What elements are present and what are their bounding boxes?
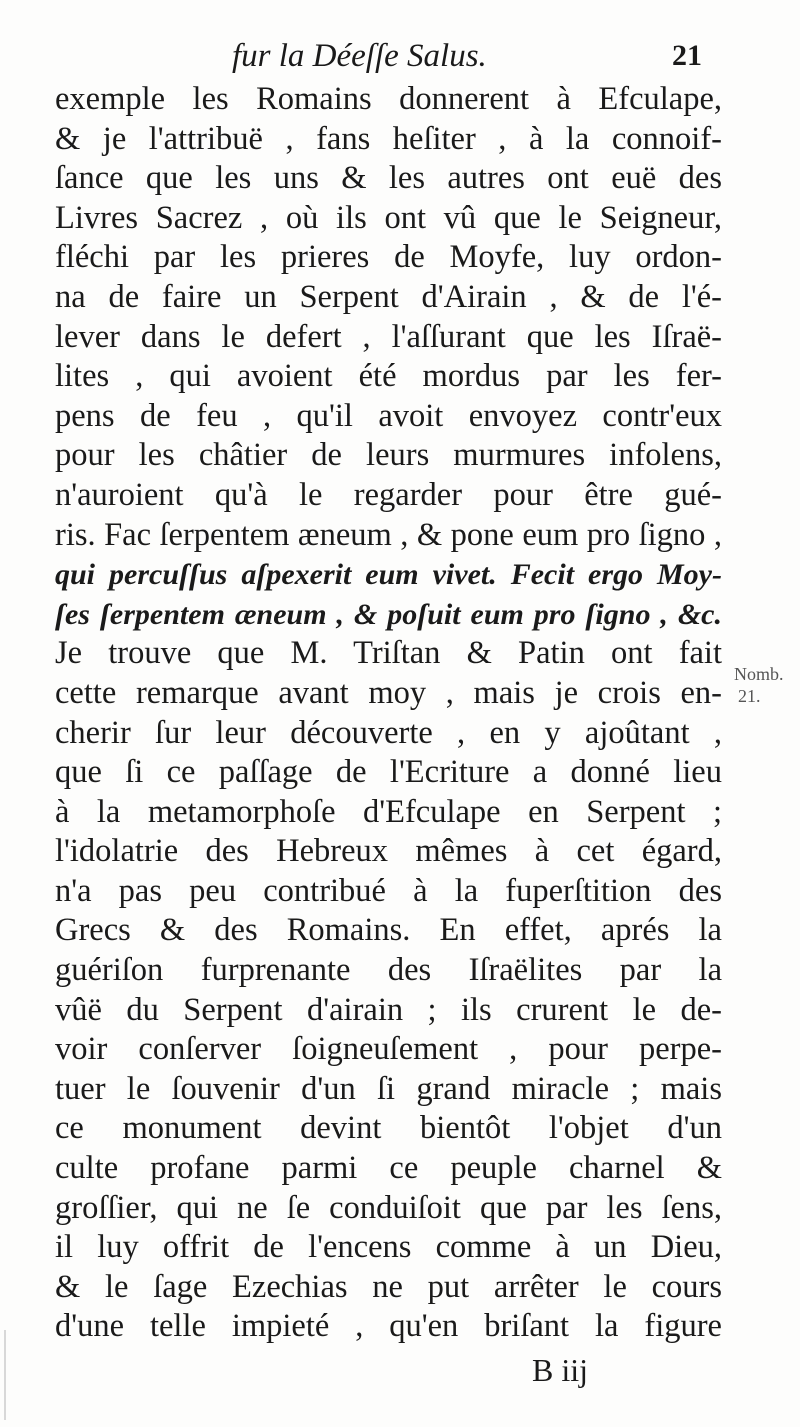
text-line: culte profane parmi ce peuple charnel & [55, 1150, 722, 1187]
margin-citation-chapter: 21. [738, 686, 761, 706]
signature-mark: B iij [532, 1352, 589, 1388]
text-line: pour les châtier de leurs murmures infolens, [55, 437, 722, 474]
text-line: ce monument devint bientôt l'objet d'un [55, 1110, 722, 1147]
text-line: & je l'attribuë , fans heſiter , à la connoif- [55, 120, 722, 157]
margin-citation [734, 663, 784, 707]
text-line: cherir ſur leur découverte , en y ajoûtant , [55, 714, 722, 751]
text-line: n'auroient qu'à le regarder pour être gué- [55, 476, 722, 513]
text-line: fléchi par les prieres de Moyfe, luy ordon- [55, 239, 722, 276]
text-line: na de faire un Serpent d'Airain , & de l'é- [55, 278, 722, 315]
text-line: ris. Fac ſerpentem æneum , & pone eum pro ſigno , [55, 516, 722, 553]
text-line: Je trouve que M. Triſtan & Patin ont fait [55, 635, 722, 672]
text-line: pens de feu , qu'il avoit envoyez contr'eux [55, 397, 722, 434]
page-number: 21 [672, 39, 702, 72]
margin-citation-book: Nomb. [734, 664, 784, 684]
text-line: lites , qui avoient été mordus par les fer- [55, 358, 722, 395]
text-line: à la metamorphoſe d'Efculape en Serpent ; [55, 793, 722, 830]
text-line: l'idolatrie des Hebreux mêmes à cet égard, [55, 833, 722, 870]
text-line: voir conſerver ſoigneuſement , pour perpe- [55, 1031, 722, 1068]
body-text [55, 80, 722, 1347]
text-line: il luy offrit de l'encens comme à un Dieu, [55, 1229, 722, 1266]
text-line: que ſi ce paſſage de l'Ecriture a donné lieu [55, 754, 722, 791]
text-line: n'a pas peu contribué à la fuperſtition des [55, 872, 722, 909]
latin-quote-line: qui percuſſus aſpexerit eum vivet. Fecit ergo Moy- [55, 558, 722, 592]
running-head-title: fur la Déeſſe Salus. [232, 38, 487, 74]
text-line: d'une telle impieté , qu'en briſant la figure [55, 1308, 722, 1345]
text-line: vûë du Serpent d'airain ; ils crurent le de- [55, 991, 722, 1028]
text-line: Grecs & des Romains. En effet, aprés la [55, 912, 722, 949]
text-line: & le ſage Ezechias ne put arrêter le cours [55, 1268, 722, 1305]
latin-quote-line: ſes ſerpentem æneum , & poſuit eum pro ſigno , &c. [55, 597, 722, 631]
text-line: exemple les Romains donnerent à Efculape, [55, 81, 722, 117]
text-line: lever dans le defert , l'aſſurant que les Iſraë- [55, 318, 722, 355]
text-line: ſance que les uns & les autres ont euë des [55, 160, 722, 197]
text-line: cette remarque avant moy , mais je crois en- [55, 674, 722, 711]
text-line: groſſier, qui ne ſe conduiſoit que par les ſens, [55, 1189, 722, 1226]
text-line: Livres Sacrez , où ils ont vû que le Seigneur, [55, 199, 722, 236]
running-head [232, 36, 702, 76]
text-line: tuer le ſouvenir d'un ſi grand miracle ; mais [55, 1070, 722, 1107]
text-line: guériſon furprenante des Iſraëlites par la [55, 952, 722, 989]
gutter-shadow [4, 1330, 6, 1420]
